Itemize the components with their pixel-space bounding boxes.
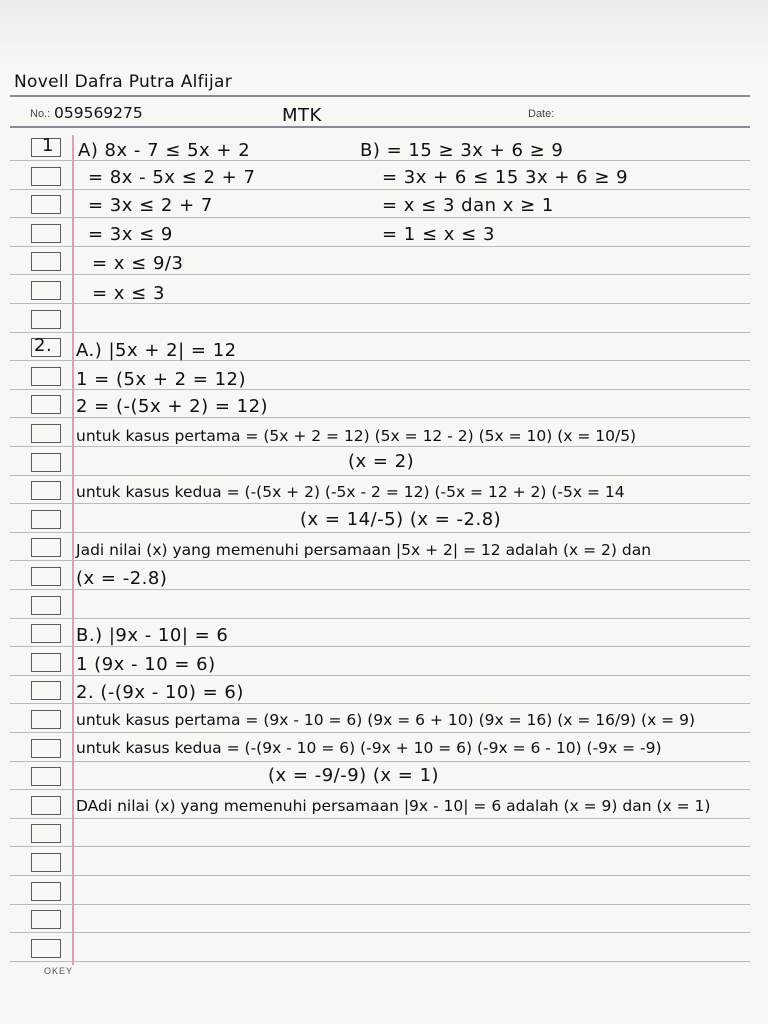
row-checkbox (31, 281, 61, 300)
q1a-line-5: = x ≤ 9/3 (92, 253, 184, 274)
ruled-line (10, 761, 750, 762)
row-checkbox (31, 510, 61, 529)
row-checkbox (31, 567, 61, 586)
ruled-line (10, 961, 750, 962)
ruled-line (10, 846, 750, 847)
q2a-line-7: (x = 14/-5) (x = -2.8) (300, 509, 502, 530)
ruled-line (10, 732, 750, 733)
bleed-through-area (0, 0, 768, 70)
row-checkbox (31, 710, 61, 729)
q1a-line-3: = 3x ≤ 2 + 7 (88, 195, 213, 216)
q2a-conclusion-1: Jadi nilai (x) yang memenuhi persamaan |5x + 2| = 12 adalah (x = 2) dan (76, 541, 652, 559)
q2b-line-3: 2. (-(9x - 10) = 6) (76, 682, 244, 703)
row-checkbox (31, 395, 61, 414)
q2a-line-6: untuk kasus kedua = (-(5x + 2) (-5x - 2 = 12) (-5x = 12 + 2) (-5x = 14 (76, 483, 625, 501)
q2a-line-5: (x = 2) (348, 451, 415, 472)
q1b-line-3: = x ≤ 3 dan x ≥ 1 (382, 195, 554, 216)
q1b-line-4: = 1 ≤ x ≤ 3 (382, 224, 495, 245)
ruled-line (10, 532, 750, 533)
row-checkbox (31, 538, 61, 557)
row-checkbox (31, 252, 61, 271)
row-checkbox (31, 910, 61, 929)
ruled-line (10, 618, 750, 619)
ruled-line (10, 560, 750, 561)
ruled-line (10, 675, 750, 676)
ruled-line (10, 646, 750, 647)
row-checkbox (31, 224, 61, 243)
ruled-line (10, 875, 750, 876)
date-label: Date: (528, 108, 555, 120)
ruled-line (10, 126, 750, 128)
row-checkbox (31, 624, 61, 643)
row-checkbox (31, 453, 61, 472)
q2b-line-1: B.) |9x - 10| = 6 (76, 625, 229, 646)
row-checkbox (31, 367, 61, 386)
q2a-line-4: untuk kasus pertama = (5x + 2 = 12) (5x = 12 - 2) (5x = 10) (x = 10/5) (76, 427, 637, 445)
ruled-line (10, 189, 750, 190)
q2b-line-6: (x = -9/-9) (x = 1) (268, 765, 440, 786)
row-checkbox (31, 853, 61, 872)
q2b-line-4: untuk kasus pertama = (9x - 10 = 6) (9x = 6 + 10) (9x = 16) (x = 16/9) (x = 9) (76, 711, 696, 729)
row-checkbox (31, 310, 61, 329)
student-name: Novell Dafra Putra Alfijar (14, 72, 232, 92)
notebook-brand: OKEY (44, 966, 74, 976)
q1a-line-1: A) 8x - 7 ≤ 5x + 2 (78, 140, 251, 161)
ruled-line (10, 246, 750, 247)
ruled-line (10, 789, 750, 790)
ruled-line (10, 417, 750, 418)
row-checkbox (31, 596, 61, 615)
number-label: No.: (30, 108, 51, 120)
student-number: 059569275 (54, 104, 143, 122)
q2b-line-2: 1 (9x - 10 = 6) (76, 654, 216, 675)
q1a-line-4: = 3x ≤ 9 (88, 224, 173, 245)
ruled-line (10, 932, 750, 933)
ruled-line (10, 274, 750, 275)
ruled-line (10, 217, 750, 218)
ruled-line (10, 589, 750, 590)
row-checkbox (31, 653, 61, 672)
question-number-1: 1 (42, 135, 54, 156)
ruled-line (10, 475, 750, 476)
ruled-line (10, 703, 750, 704)
ruled-line (10, 818, 750, 819)
row-checkbox (31, 681, 61, 700)
row-checkbox (31, 767, 61, 786)
ruled-line (10, 904, 750, 905)
row-checkbox (31, 796, 61, 815)
row-checkbox (31, 167, 61, 186)
row-checkbox (31, 481, 61, 500)
ruled-line (10, 95, 750, 97)
row-checkbox (31, 882, 61, 901)
ruled-line (10, 446, 750, 447)
q2b-conclusion: DAdi nilai (x) yang memenuhi persamaan |9x - 10| = 6 adalah (x = 9) dan (x = 1) (76, 797, 711, 815)
row-checkbox (31, 739, 61, 758)
q2a-line-3: 2 = (-(5x + 2) = 12) (76, 396, 269, 417)
q1a-line-6: = x ≤ 3 (92, 283, 165, 304)
ruled-line (10, 503, 750, 504)
q2a-conclusion-2: (x = -2.8) (76, 568, 168, 589)
q2b-line-5: untuk kasus kedua = (-(9x - 10 = 6) (-9x + 10 = 6) (-9x = 6 - 10) (-9x = -9) (76, 739, 662, 757)
question-number-2: 2. (34, 335, 53, 356)
row-checkbox (31, 824, 61, 843)
margin-line (72, 135, 74, 965)
subject-title: MTK (282, 105, 322, 126)
q2a-line-1: A.) |5x + 2| = 12 (76, 340, 237, 361)
row-checkbox (31, 939, 61, 958)
q1b-line-2: = 3x + 6 ≤ 15 3x + 6 ≥ 9 (382, 167, 629, 188)
row-checkbox (31, 424, 61, 443)
ruled-line (10, 332, 750, 333)
q1b-line-1: B) = 15 ≥ 3x + 6 ≥ 9 (360, 140, 564, 161)
q1a-line-2: = 8x - 5x ≤ 2 + 7 (88, 167, 256, 188)
q2a-line-2: 1 = (5x + 2 = 12) (76, 369, 247, 390)
row-checkbox (31, 195, 61, 214)
